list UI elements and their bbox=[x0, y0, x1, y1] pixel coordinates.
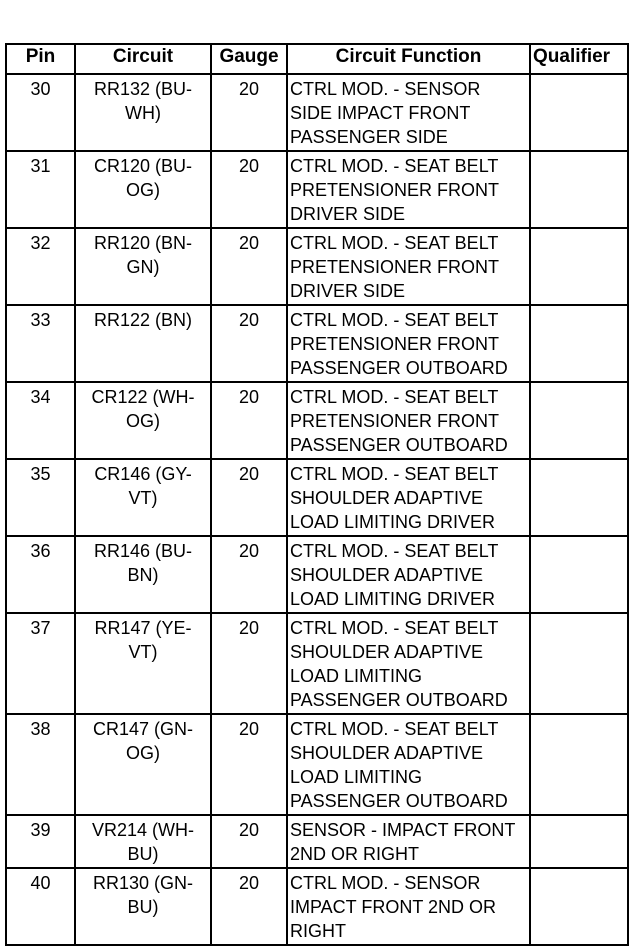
table-row bbox=[6, 459, 628, 536]
pin-cell: 30 bbox=[6, 74, 75, 151]
circuit-cell: RR146 (BU-BN) bbox=[75, 536, 211, 613]
circuit-cell: RR147 (YE-VT) bbox=[75, 613, 211, 714]
header-circuit: Circuit bbox=[75, 44, 211, 74]
gauge-cell: 20 bbox=[211, 459, 287, 536]
circuit-cell: CR122 (WH-OG) bbox=[75, 382, 211, 459]
qualifier-cell bbox=[530, 151, 628, 228]
table-row bbox=[6, 613, 628, 714]
qualifier-cell bbox=[530, 228, 628, 305]
table-body bbox=[6, 74, 628, 945]
gauge-cell: 20 bbox=[211, 868, 287, 945]
pin-cell: 40 bbox=[6, 868, 75, 945]
gauge-cell: 20 bbox=[211, 536, 287, 613]
circuit-cell: VR214 (WH-BU) bbox=[75, 815, 211, 868]
table-row bbox=[6, 714, 628, 815]
circuit-function-cell: CTRL MOD. - SEAT BELT SHOULDER ADAPTIVE LOAD LIMITING DRIVER bbox=[287, 459, 530, 536]
circuit-function-cell: SENSOR - IMPACT FRONT 2ND OR RIGHT bbox=[287, 815, 530, 868]
circuit-function-cell: CTRL MOD. - SENSOR IMPACT FRONT 2ND OR RIGHT bbox=[287, 868, 530, 945]
circuit-function-cell: CTRL MOD. - SEAT BELT SHOULDER ADAPTIVE LOAD LIMITING PASSENGER OUTBOARD bbox=[287, 613, 530, 714]
qualifier-cell bbox=[530, 74, 628, 151]
gauge-cell: 20 bbox=[211, 382, 287, 459]
pin-cell: 35 bbox=[6, 459, 75, 536]
header-circuit-function: Circuit Function bbox=[287, 44, 530, 74]
header-row bbox=[6, 44, 628, 74]
table-row bbox=[6, 815, 628, 868]
table-row bbox=[6, 382, 628, 459]
circuit-cell: RR120 (BN-GN) bbox=[75, 228, 211, 305]
pin-cell: 36 bbox=[6, 536, 75, 613]
pin-cell: 33 bbox=[6, 305, 75, 382]
qualifier-cell bbox=[530, 536, 628, 613]
circuit-cell: RR122 (BN) bbox=[75, 305, 211, 382]
pin-table bbox=[5, 43, 629, 946]
circuit-function-cell: CTRL MOD. - SENSOR SIDE IMPACT FRONT PASSENGER SIDE bbox=[287, 74, 530, 151]
circuit-cell: CR147 (GN-OG) bbox=[75, 714, 211, 815]
pin-cell: 31 bbox=[6, 151, 75, 228]
circuit-cell: RR130 (GN-BU) bbox=[75, 868, 211, 945]
table-row bbox=[6, 305, 628, 382]
qualifier-cell bbox=[530, 613, 628, 714]
circuit-function-cell: CTRL MOD. - SEAT BELT SHOULDER ADAPTIVE LOAD LIMITING PASSENGER OUTBOARD bbox=[287, 714, 530, 815]
circuit-function-cell: CTRL MOD. - SEAT BELT SHOULDER ADAPTIVE LOAD LIMITING DRIVER bbox=[287, 536, 530, 613]
circuit-cell: RR132 (BU-WH) bbox=[75, 74, 211, 151]
table-row bbox=[6, 151, 628, 228]
circuit-function-cell: CTRL MOD. - SEAT BELT PRETENSIONER FRONT PASSENGER OUTBOARD bbox=[287, 382, 530, 459]
header-pin: Pin bbox=[6, 44, 75, 74]
gauge-cell: 20 bbox=[211, 74, 287, 151]
qualifier-cell bbox=[530, 868, 628, 945]
table-row bbox=[6, 228, 628, 305]
pin-cell: 37 bbox=[6, 613, 75, 714]
circuit-function-cell: CTRL MOD. - SEAT BELT PRETENSIONER FRONT PASSENGER OUTBOARD bbox=[287, 305, 530, 382]
circuit-cell: CR146 (GY-VT) bbox=[75, 459, 211, 536]
header-gauge: Gauge bbox=[211, 44, 287, 74]
circuit-cell: CR120 (BU-OG) bbox=[75, 151, 211, 228]
qualifier-cell bbox=[530, 815, 628, 868]
gauge-cell: 20 bbox=[211, 151, 287, 228]
circuit-function-cell: CTRL MOD. - SEAT BELT PRETENSIONER FRONT DRIVER SIDE bbox=[287, 228, 530, 305]
gauge-cell: 20 bbox=[211, 815, 287, 868]
gauge-cell: 20 bbox=[211, 305, 287, 382]
table-row bbox=[6, 536, 628, 613]
pin-cell: 32 bbox=[6, 228, 75, 305]
header-qualifier: Qualifier bbox=[530, 44, 628, 74]
table-row bbox=[6, 868, 628, 945]
gauge-cell: 20 bbox=[211, 228, 287, 305]
qualifier-cell bbox=[530, 382, 628, 459]
qualifier-cell bbox=[530, 305, 628, 382]
table-row bbox=[6, 74, 628, 151]
gauge-cell: 20 bbox=[211, 613, 287, 714]
pin-cell: 39 bbox=[6, 815, 75, 868]
pin-cell: 34 bbox=[6, 382, 75, 459]
gauge-cell: 20 bbox=[211, 714, 287, 815]
qualifier-cell bbox=[530, 714, 628, 815]
circuit-function-cell: CTRL MOD. - SEAT BELT PRETENSIONER FRONT DRIVER SIDE bbox=[287, 151, 530, 228]
qualifier-cell bbox=[530, 459, 628, 536]
pin-cell: 38 bbox=[6, 714, 75, 815]
